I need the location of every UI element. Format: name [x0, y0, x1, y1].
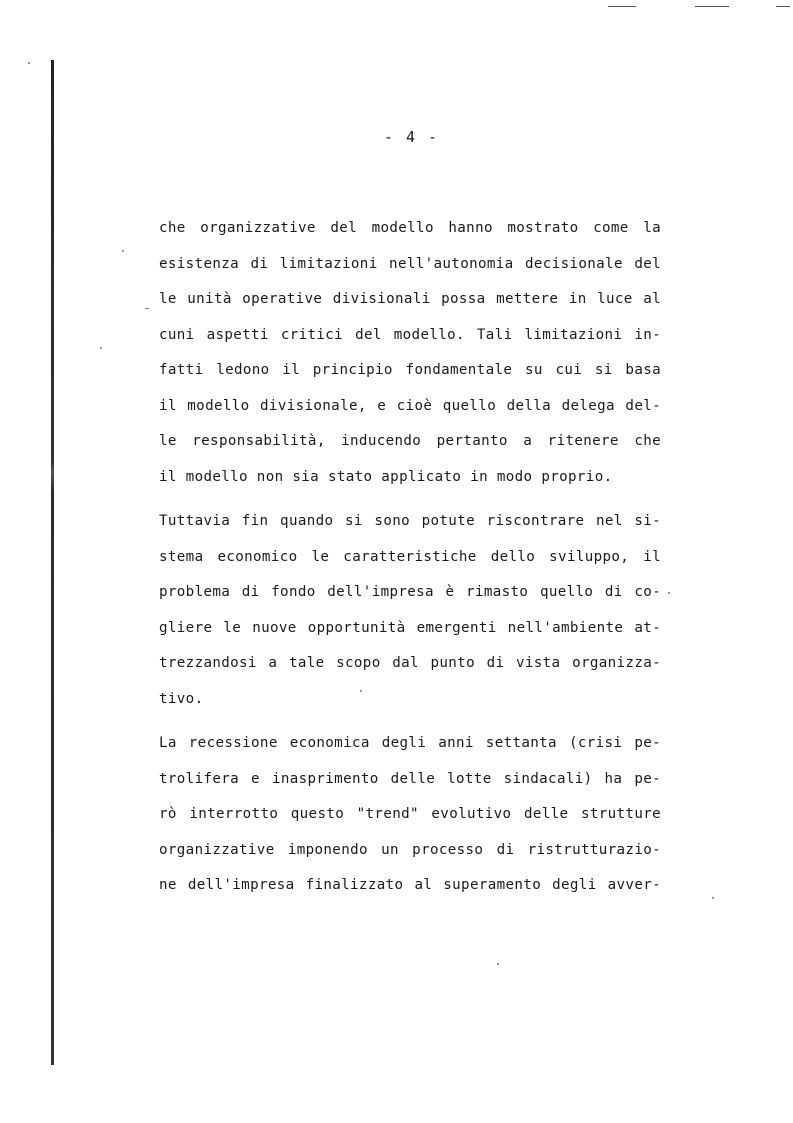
- scan-speck: [122, 250, 124, 252]
- scan-speck: [100, 347, 102, 349]
- text-line: rò interrotto questo "trend" evolutivo delle strutture: [159, 806, 661, 822]
- page-number: - 4 -: [383, 128, 440, 146]
- text-line: il modello non sia stato applicato in modo proprio.: [159, 468, 613, 485]
- scan-speck: [145, 308, 149, 309]
- text-line: esistenza di limitazioni nell'autonomia decisionale del: [159, 255, 661, 272]
- text-line: le responsabilità, inducendo pertanto a ritenere che: [159, 433, 661, 449]
- text-line: fatti ledono il principio fondamentale su cui si basa: [159, 362, 661, 378]
- text-line: Tuttavia fin quando si sono potute riscontrare nel si-: [159, 513, 661, 529]
- text-line: ne dell'impresa finalizzato al superamento degli avver-: [159, 877, 661, 893]
- text-line: trolifera e inasprimento delle lotte sindacali) ha pe-: [159, 770, 661, 787]
- scan-top-mark: [608, 6, 636, 7]
- scan-speck: [712, 897, 714, 899]
- text-line: che organizzative del modello hanno mostrato come la: [159, 220, 661, 236]
- paragraph: [159, 211, 661, 495]
- scan-top-mark: [695, 6, 729, 7]
- text-line: cuni aspetti critici del modello. Tali limitazioni in-: [159, 326, 661, 343]
- scan-speck: [668, 592, 670, 594]
- text-line: il modello divisionale, e cioè quello della delega del-: [159, 397, 661, 414]
- text-line: trezzandosi a tale scopo dal punto di vista organizza-: [159, 655, 661, 671]
- text-line: gliere le nuove opportunità emergenti nell'ambiente at-: [159, 619, 661, 636]
- text-line: stema economico le caratteristiche dello sviluppo, il: [159, 548, 661, 565]
- scan-speck: [497, 963, 499, 965]
- text-line: tivo.: [159, 690, 204, 707]
- scan-binding-edge: [51, 60, 54, 1065]
- text-line: La recessione economica degli anni settanta (crisi pe-: [159, 735, 661, 751]
- document-body: [159, 211, 661, 904]
- scan-speck: [28, 62, 30, 64]
- scan-top-mark: [776, 6, 790, 7]
- paragraph: [159, 726, 661, 904]
- text-line: problema di fondo dell'impresa è rimasto quello di co-: [159, 584, 661, 600]
- paragraph: [159, 504, 661, 717]
- text-line: organizzative imponendo un processo di ristrutturazio-: [159, 841, 661, 858]
- text-line: le unità operative divisionali possa mettere in luce al: [159, 291, 661, 307]
